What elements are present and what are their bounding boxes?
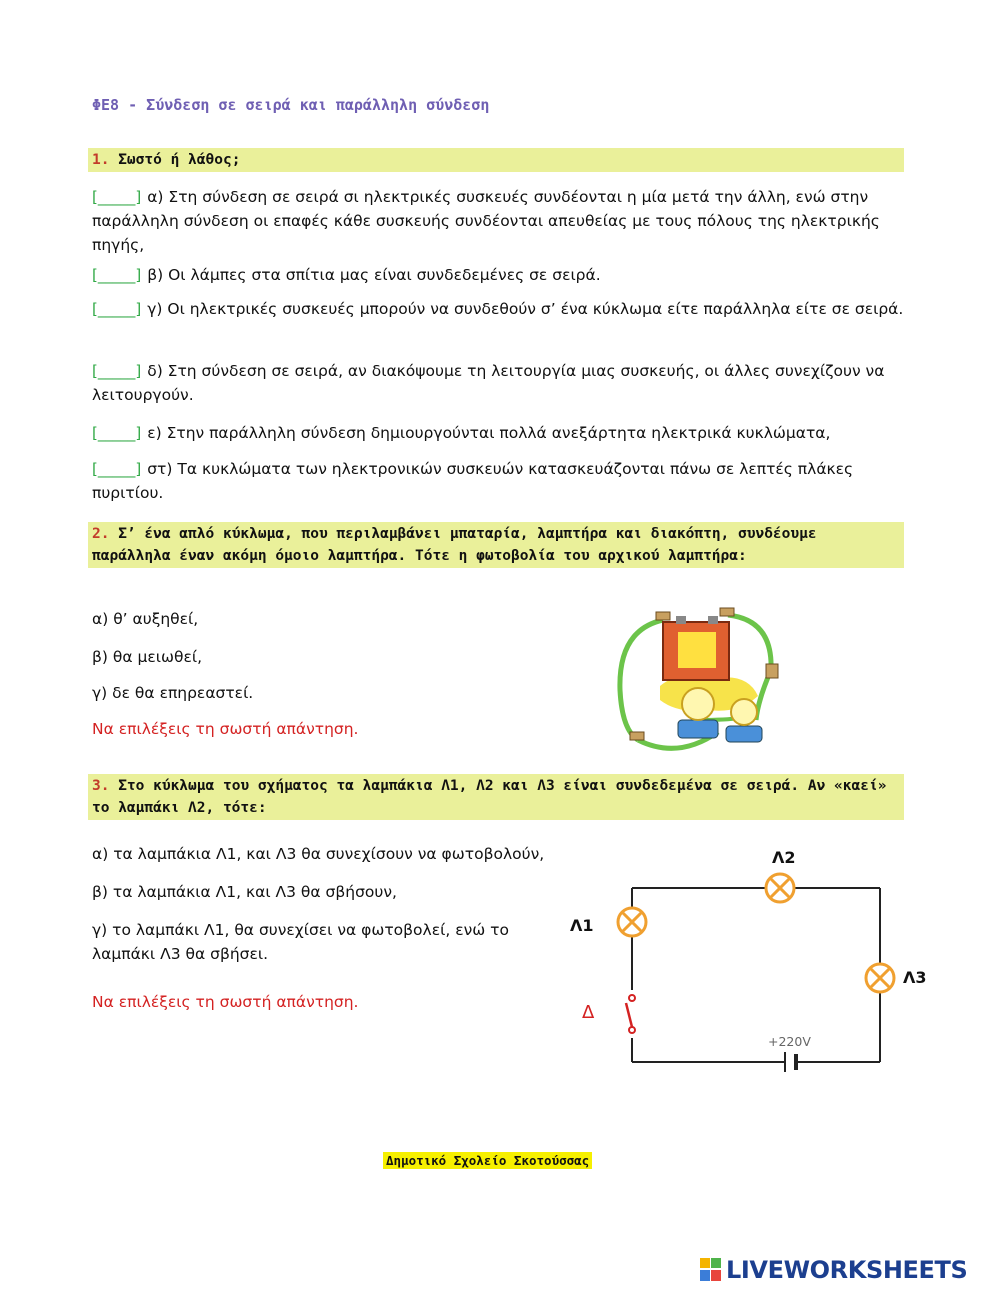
answer-blank-a[interactable]: [_____] [92,188,142,206]
q3-instruction: Να επιλέξεις τη σωστή απάντηση. [92,993,359,1011]
q2-instruction: Να επιλέξεις τη σωστή απάντηση. [92,720,359,738]
question-2-heading [88,522,904,568]
tf-item-c [92,297,904,321]
tf-statement-d: δ) Στη σύνδεση σε σειρά, αν διακόψουμε τη λειτουργία μιας συσκευής, οι άλλες συνεχίζουν να λειτουργούν. [92,362,885,404]
label-voltage: +220V [768,1034,811,1049]
q2-option-b[interactable]: β) θα μειωθεί, [92,648,202,666]
battery-terminal-2 [708,616,718,624]
lamp-2-bulb [731,699,757,725]
battery-label [678,632,716,668]
answer-blank-e[interactable]: [_____] [92,424,142,442]
clip-2 [720,608,734,616]
label-l1: Λ1 [570,916,594,935]
wire-right [728,615,771,670]
question-1-number: 1. [92,152,110,168]
liveworksheets-icon [700,1258,722,1282]
parallel-circuit-illustration [608,600,788,765]
tf-item-b [92,263,904,287]
tf-item-a [92,185,904,257]
brand-name: LIVEWORKSHEETS [726,1256,968,1284]
question-3-heading [88,774,904,820]
clip-3 [630,732,644,740]
label-l2: Λ2 [772,848,796,867]
lamp-1-base [678,720,718,738]
question-1-heading [88,148,904,172]
wire-left [620,620,663,740]
question-1-text: Σωστό ή λάθος; [118,152,241,168]
tf-item-e [92,421,904,445]
label-l3: Λ3 [903,968,927,987]
q3-option-b[interactable]: β) τα λαμπάκια Λ1, και Λ3 θα σβήσουν, [92,883,397,901]
lamp-2-base [726,726,762,742]
q2-option-c[interactable]: γ) δε θα επηρεαστεί. [92,684,254,702]
switch-contact-top [629,995,635,1001]
tf-item-f [92,457,904,505]
battery-terminal-1 [676,616,686,624]
brand-logo[interactable] [700,1255,967,1285]
question-2-number: 2. [92,526,110,542]
tf-statement-c: γ) Οι ηλεκτρικές συσκευές μπορούν να συνδεθούν σ’ ένα κύκλωμα είτε παράλληλα είτε σε σειρά. [147,300,904,318]
q3-option-c[interactable]: γ) το λαμπάκι Λ1, θα συνεχίσει να φωτοβολεί, ενώ το λαμπάκι Λ3 θα σβήσει. [92,921,509,963]
clip-1 [656,612,670,620]
series-circuit-diagram [560,840,940,1090]
answer-blank-b[interactable]: [_____] [92,266,142,284]
question-3-number: 3. [92,778,110,794]
question-3-text: Στο κύκλωμα του σχήματος τα λαμπάκια Λ1, Λ2 και Λ3 είναι συνδεδεμένα σε σειρά. Αν «καεί» το λαμπάκι Λ2, τότε: [92,778,887,816]
answer-blank-d[interactable]: [_____] [92,362,142,380]
q2-option-a[interactable]: α) θ’ αυξηθεί, [92,610,199,628]
tf-statement-f: στ) Τα κυκλώματα των ηλεκτρονικών συσκευών κατασκευάζονται πάνω σε λεπτές πλάκες πυριτίου. [92,460,854,502]
clip-4 [766,664,778,678]
answer-blank-c[interactable]: [_____] [92,300,142,318]
label-switch: Δ [582,1002,595,1023]
lamp-1-bulb [682,688,714,720]
switch-contact-bottom [629,1027,635,1033]
tf-statement-b: β) Οι λάμπες στα σπίτια μας είναι συνδεδεμένες σε σειρά. [147,266,601,284]
tf-item-d [92,359,904,407]
question-2-text: Σ’ ένα απλό κύκλωμα, που περιλαμβάνει μπαταρία, λαμπτήρα και διακόπτη, συνδέουμε παράλληλα έναν ακόμη όμοιο λαμπτήρα. Τότε η φωτοβολία του αρχικού λαμπτήρα: [92,526,817,564]
school-name-footer: Δημοτικό Σχολείο Σκοτούσσας [383,1152,592,1169]
page-title: ΦΕ8 - Σύνδεση σε σειρά και παράλληλη σύνδεση [92,96,490,114]
tf-statement-a: α) Στη σύνδεση σε σειρά σι ηλεκτρικές συσκευές συνδέονται η μία μετά την άλλη, ενώ στην παράλληλη σύνδεση οι επαφές κάθε συσκευής συνδέονται απευθείας με τους πόλους της ηλεκτρικής πηγής, [92,188,880,254]
q3-option-a[interactable]: α) τα λαμπάκια Λ1, και Λ3 θα συνεχίσουν να φωτοβολούν, [92,845,545,863]
tf-statement-e: ε) Στην παράλληλη σύνδεση δημιουργούνται πολλά ανεξάρτητα ηλεκτρικά κυκλώματα, [147,424,831,442]
answer-blank-f[interactable]: [_____] [92,460,142,478]
